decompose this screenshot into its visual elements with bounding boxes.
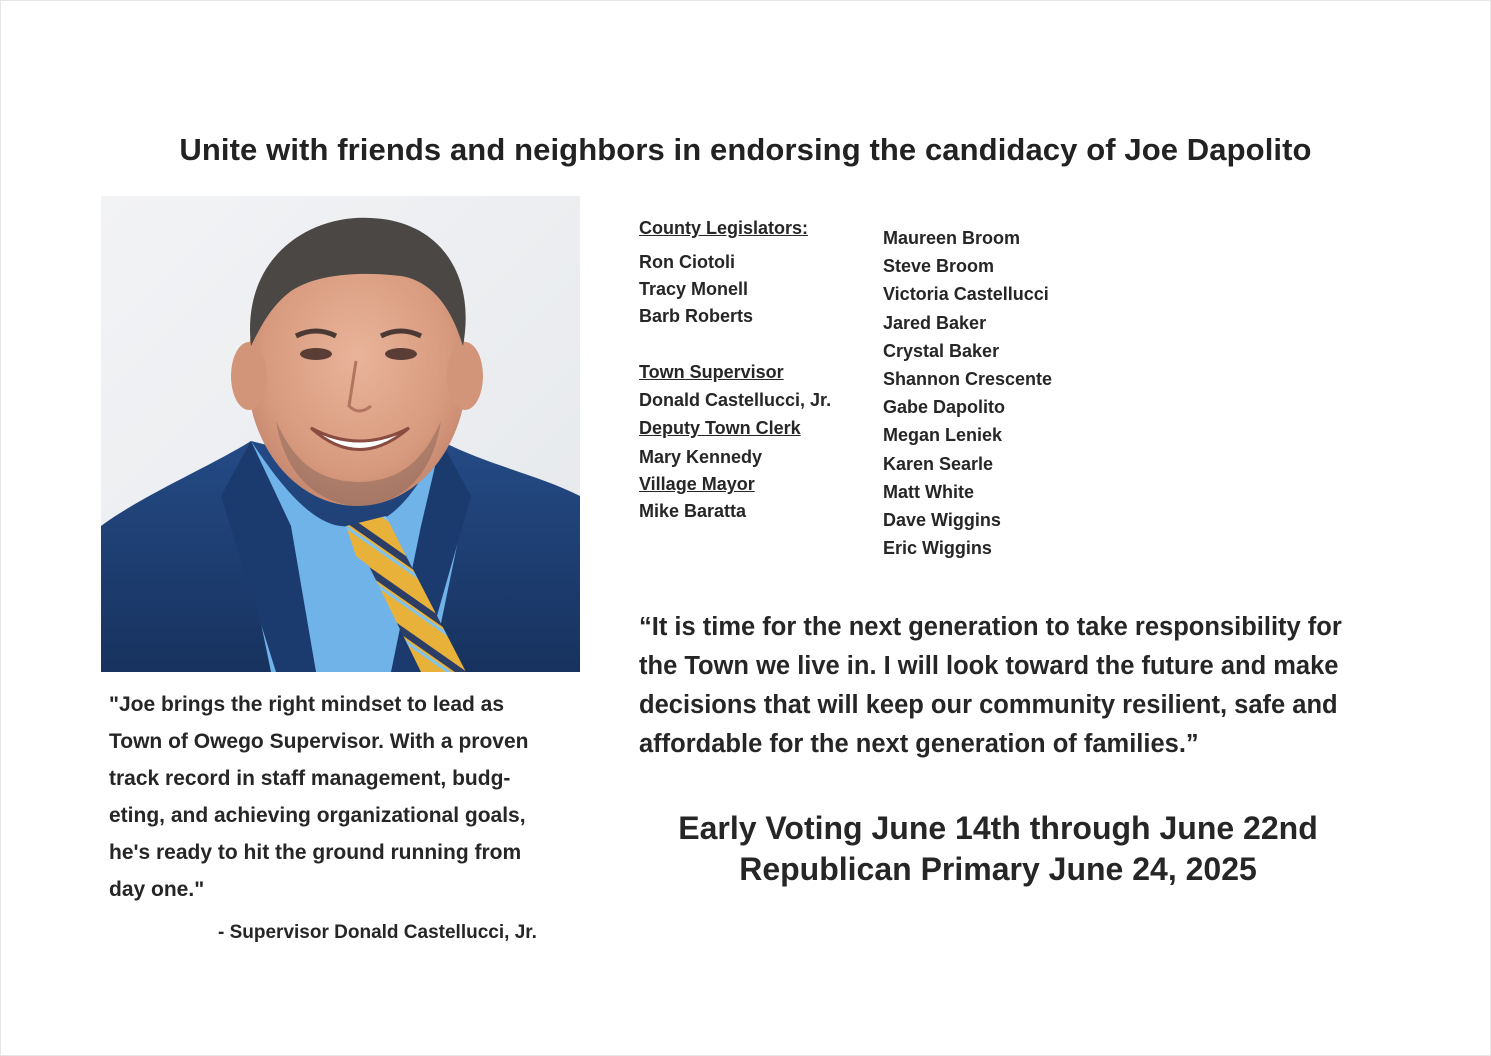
endorsement-heading-county-legislators: County Legislators: — [639, 218, 809, 238]
endorsement-name: Mike Baratta — [639, 501, 747, 521]
endorsement-name: Matt White — [883, 481, 974, 502]
candidate-photo — [101, 196, 580, 672]
endorsement-name: Victoria Castellucci — [883, 284, 1049, 305]
endorsement-heading-town-supervisor: Town Supervisor — [639, 362, 784, 382]
endorsement-heading-deputy-town-clerk: Deputy Town Clerk — [639, 418, 801, 438]
endorsement-name: Eric Wiggins — [883, 538, 992, 559]
supervisor-quote — [109, 686, 579, 908]
candidate-quote — [639, 608, 1399, 764]
endorsement-list-residents — [883, 224, 1052, 562]
supervisor-quote-line: Town of Owego Supervisor. With a proven — [109, 730, 529, 753]
endorsement-name: Gabe Dapolito — [883, 397, 1006, 418]
endorsement-name: Jared Baker — [883, 312, 987, 333]
endorsement-name: Karen Searle — [883, 453, 994, 474]
endorsement-name: Shannon Crescente — [883, 368, 1053, 389]
endorsement-name: Donald Castellucci, Jr. — [639, 390, 832, 410]
candidate-quote-line: the Town we live in. I will look toward the future and make — [639, 652, 1339, 680]
supervisor-quote-line: "Joe brings the right mindset to lead as — [109, 693, 505, 716]
supervisor-quote-line: eting, and achieving organizational goals, — [109, 804, 526, 827]
supervisor-quote-line: day one." — [109, 878, 205, 901]
candidate-quote-line: decisions that will keep our community resilient, safe and — [639, 691, 1338, 719]
endorsement-name: Steve Broom — [883, 256, 995, 277]
endorsement-name: Megan Leniek — [883, 425, 1003, 446]
endorsement-name: Mary Kennedy — [639, 447, 763, 467]
supervisor-quote-line: track record in staff management, budg- — [109, 767, 511, 790]
early-voting-dates: Early Voting June 14th through June 22nd — [678, 810, 1318, 846]
page-headline: Unite with friends and neighbors in endorsing the candidacy of Joe Dapolito — [179, 132, 1312, 167]
voting-dates — [600, 808, 1396, 890]
supervisor-quote-line: he's ready to hit the ground running from — [109, 841, 522, 864]
endorsement-name: Maureen Broom — [883, 228, 1021, 248]
endorsement-name: Crystal Baker — [883, 340, 1000, 361]
candidate-quote-line: affordable for the next generation of families.” — [639, 730, 1199, 758]
candidate-quote-line: “It is time for the next generation to take responsibility for — [639, 613, 1342, 641]
primary-date: Republican Primary June 24, 2025 — [739, 851, 1257, 887]
endorsement-name: Ron Ciotoli — [639, 252, 735, 272]
endorsement-name: Tracy Monell — [639, 279, 749, 299]
supervisor-attribution: - Supervisor Donald Castellucci, Jr. — [218, 922, 537, 943]
endorsement-name: Barb Roberts — [639, 306, 754, 326]
endorsement-name: Dave Wiggins — [883, 509, 1001, 530]
endorsement-heading-village-mayor: Village Mayor — [639, 474, 755, 494]
